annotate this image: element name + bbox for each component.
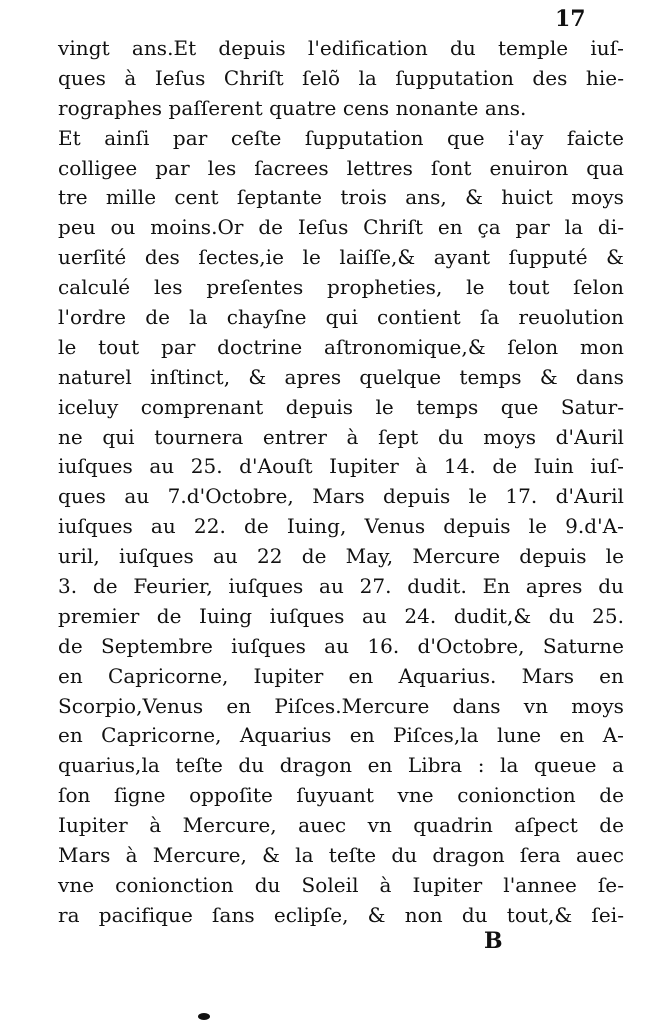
text-line: Et ainſi par ceſte ſupputation que i'ay faicte (58, 125, 624, 150)
text-line: naturel inſtinct, & apres quelque temps & dans (58, 364, 624, 389)
text-line: vingt ans.Et depuis l'edification du temple iuſ- (58, 36, 624, 60)
text-line: iuſques au 22. de Iuing, Venus depuis le 9.d'A- (58, 514, 624, 539)
text-line: colligee par les ſacrees lettres ſont enuiron qua (58, 155, 624, 180)
text-line: ra pacifique ſans eclipſe, & non du tout,& ſei- (58, 902, 624, 927)
text-line: Scorpio,Venus en Piſces.Mercure dans vn moys (58, 693, 624, 718)
text-line: ne qui tournera entrer à ſept du moys d'Auril (58, 424, 624, 449)
text-line: en Capricorne, Aquarius en Piſces,la lune en A- (58, 723, 624, 748)
text-line: quarius,la teſte du dragon en Libra : la queue a (58, 753, 624, 778)
text-line: l'ordre de la chayſne qui contient ſa reuolution (58, 305, 624, 330)
text-line: ques au 7.d'Octobre, Mars depuis le 17. d'Auril (58, 484, 624, 509)
ink-spot (198, 1013, 210, 1020)
text-line: uerſité des ſectes,ie le laiſſe,& ayant ſupputé & (58, 245, 624, 270)
text-line: en Capricorne, Iupiter en Aquarius. Mars en (58, 663, 624, 688)
text-line: ſon ſigne oppoſite ſuyuant vne conionction de (58, 783, 624, 808)
body-text (58, 34, 624, 931)
text-line: premier de Iuing iuſques au 24. dudit,& du 25. (58, 603, 624, 628)
text-line: vne conionction du Soleil à Iupiter l'annee ſe- (58, 872, 624, 897)
page-number: 17 (555, 6, 586, 32)
text-line: Iupiter à Mercure, auec vn quadrin aſpect de (58, 813, 624, 838)
text-line: rographes paſſerent quatre cens nonante ans. (58, 95, 527, 120)
text-line: tre mille cent ſeptante trois ans, & huict moys (58, 185, 624, 210)
signature-mark: B (484, 928, 503, 954)
text-line: Mars à Mercure, & la teſte du dragon ſera auec (58, 843, 624, 868)
text-line: le tout par doctrine aſtronomique,& ſelon mon (58, 334, 624, 359)
text-line: iuſques au 25. d'Aouſt Iupiter à 14. de Iuin iuſ- (58, 454, 624, 479)
text-line: 3. de Feurier, iuſques au 27. dudit. En apres du (58, 574, 624, 599)
text-line: iceluy comprenant depuis le temps que Satur- (58, 394, 624, 419)
text-line: ques à Ieſus Chriſt ſelõ la ſupputation des hie- (58, 65, 624, 90)
text-line: calculé les preſentes propheties, le tout ſelon (58, 275, 624, 300)
text-line: de Septembre iuſques au 16. d'Octobre, Saturne (58, 633, 624, 658)
text-line: uril, iuſques au 22 de May, Mercure depuis le (58, 544, 624, 569)
text-line: peu ou moins.Or de Ieſus Chriſt en ça par la di- (58, 215, 624, 240)
